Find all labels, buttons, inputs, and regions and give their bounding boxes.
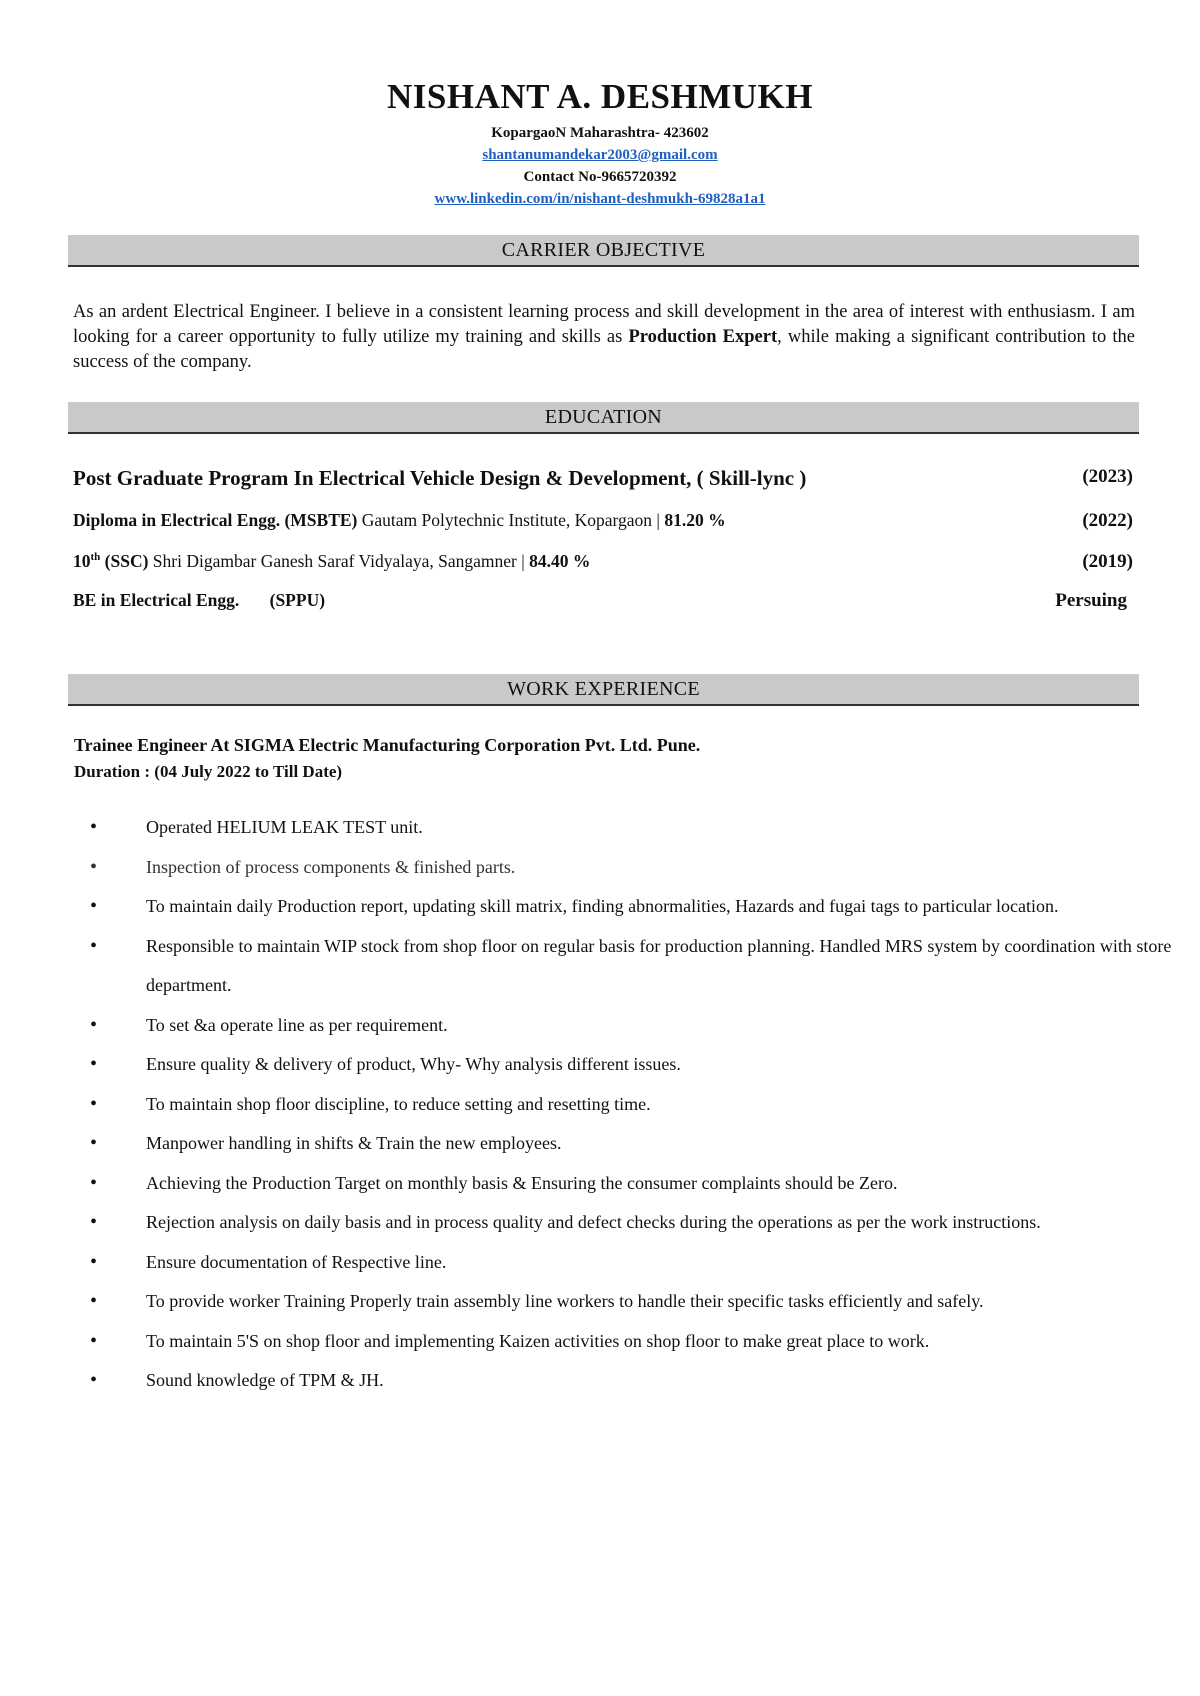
list-item: • Responsible to maintain WIP stock from shop floor on regular basis for production planning. Handled MRS system by coordination with store department.: [146, 927, 1186, 1006]
objective-text: [73, 300, 1135, 375]
candidate-name: NISHANT A. DESHMUKH: [386, 77, 813, 116]
list-item: • Manpower handling in shifts & Train the new employees.: [146, 1124, 1186, 1164]
contact-number: Contact No-9665720392: [523, 169, 677, 185]
list-item: • To provide worker Training Properly train assembly line workers to handle their specific tasks efficiently and safely.: [146, 1282, 1186, 1322]
list-item: • Inspection of process components & finished parts.: [146, 848, 1186, 888]
job-duration: Duration : (04 July 2022 to Till Date): [74, 762, 343, 781]
objective-highlight: Production Expert: [628, 327, 778, 347]
education-degree: [73, 551, 148, 571]
education-degree-rest: (SSC): [100, 551, 149, 571]
education-year: (2019): [1082, 551, 1133, 572]
address: KopargaoN Maharashtra- 423602: [491, 125, 709, 141]
education-score: 81.20 %: [664, 510, 726, 530]
linkedin-link[interactable]: www.linkedin.com/in/nishant-deshmukh-69828a1a1: [434, 191, 766, 207]
education-degree-sup: th: [90, 551, 101, 564]
list-item: • To maintain shop floor discipline, to reduce setting and resetting time.: [146, 1085, 1186, 1125]
education-board: (SPPU): [269, 590, 326, 610]
education-degree: BE in Electrical Engg.: [73, 590, 240, 610]
education-section-title: EDUCATION: [68, 402, 1139, 434]
education-row: [73, 590, 1133, 611]
education-degree-main: 10: [73, 551, 91, 571]
education-row: [73, 551, 1133, 572]
objective-text-start: As an ardent Electrical Engineer. I believe in a consistent learning process and skill development in the area of interest with enthusiasm. I am looking for a career opportunity to fully utilize my training and skills as: [73, 302, 1135, 347]
list-item: • Ensure quality & delivery of product, Why- Why analysis different issues.: [146, 1045, 1186, 1085]
list-item: • To maintain daily Production report, updating skill matrix, finding abnormalities, Hazards and fugai tags to particular location.: [146, 887, 1186, 927]
resume-header: [0, 0, 1200, 210]
education-row: [73, 466, 1133, 491]
education-year: (2023): [1082, 466, 1133, 487]
job-title: Trainee Engineer At SIGMA Electric Manufacturing Corporation Pvt. Ltd. Pune.: [74, 735, 701, 755]
list-item: • Rejection analysis on daily basis and in process quality and defect checks during the operations as per the work instructions.: [146, 1203, 1186, 1243]
education-degree: Diploma in Electrical Engg. (MSBTE): [73, 510, 358, 530]
education-program: Post Graduate Program In Electrical Vehicle Design & Development, ( Skill-lync ): [73, 466, 807, 490]
list-item: • Operated HELIUM LEAK TEST unit.: [146, 808, 1186, 848]
objective-section-title: CARRIER OBJECTIVE: [68, 235, 1139, 267]
list-item: • To set &a operate line as per requirement.: [146, 1006, 1186, 1046]
list-item: • Ensure documentation of Respective line.: [146, 1243, 1186, 1283]
education-row: [73, 510, 1133, 531]
list-item: • Achieving the Production Target on monthly basis & Ensuring the consumer complaints should be Zero.: [146, 1164, 1186, 1204]
education-institute: Gautam Polytechnic Institute, Kopargaon |: [357, 510, 665, 530]
objective-text-end: , while making a significant contribution to the success of the company.: [73, 327, 1135, 372]
education-score: 84.40 %: [529, 551, 591, 571]
responsibilities-list: [90, 808, 1186, 1401]
education-year: (2022): [1082, 510, 1133, 531]
email-link[interactable]: shantanumandekar2003@gmail.com: [482, 147, 718, 163]
education-status: Persuing: [1055, 590, 1127, 611]
education-institute: Shri Digambar Ganesh Saraf Vidyalaya, Sangamner |: [148, 551, 530, 571]
list-item: • Sound knowledge of TPM & JH.: [146, 1361, 1186, 1401]
experience-section-title: WORK EXPERIENCE: [68, 674, 1139, 706]
list-item: • To maintain 5'S on shop floor and implementing Kaizen activities on shop floor to make great place to work.: [146, 1322, 1186, 1362]
